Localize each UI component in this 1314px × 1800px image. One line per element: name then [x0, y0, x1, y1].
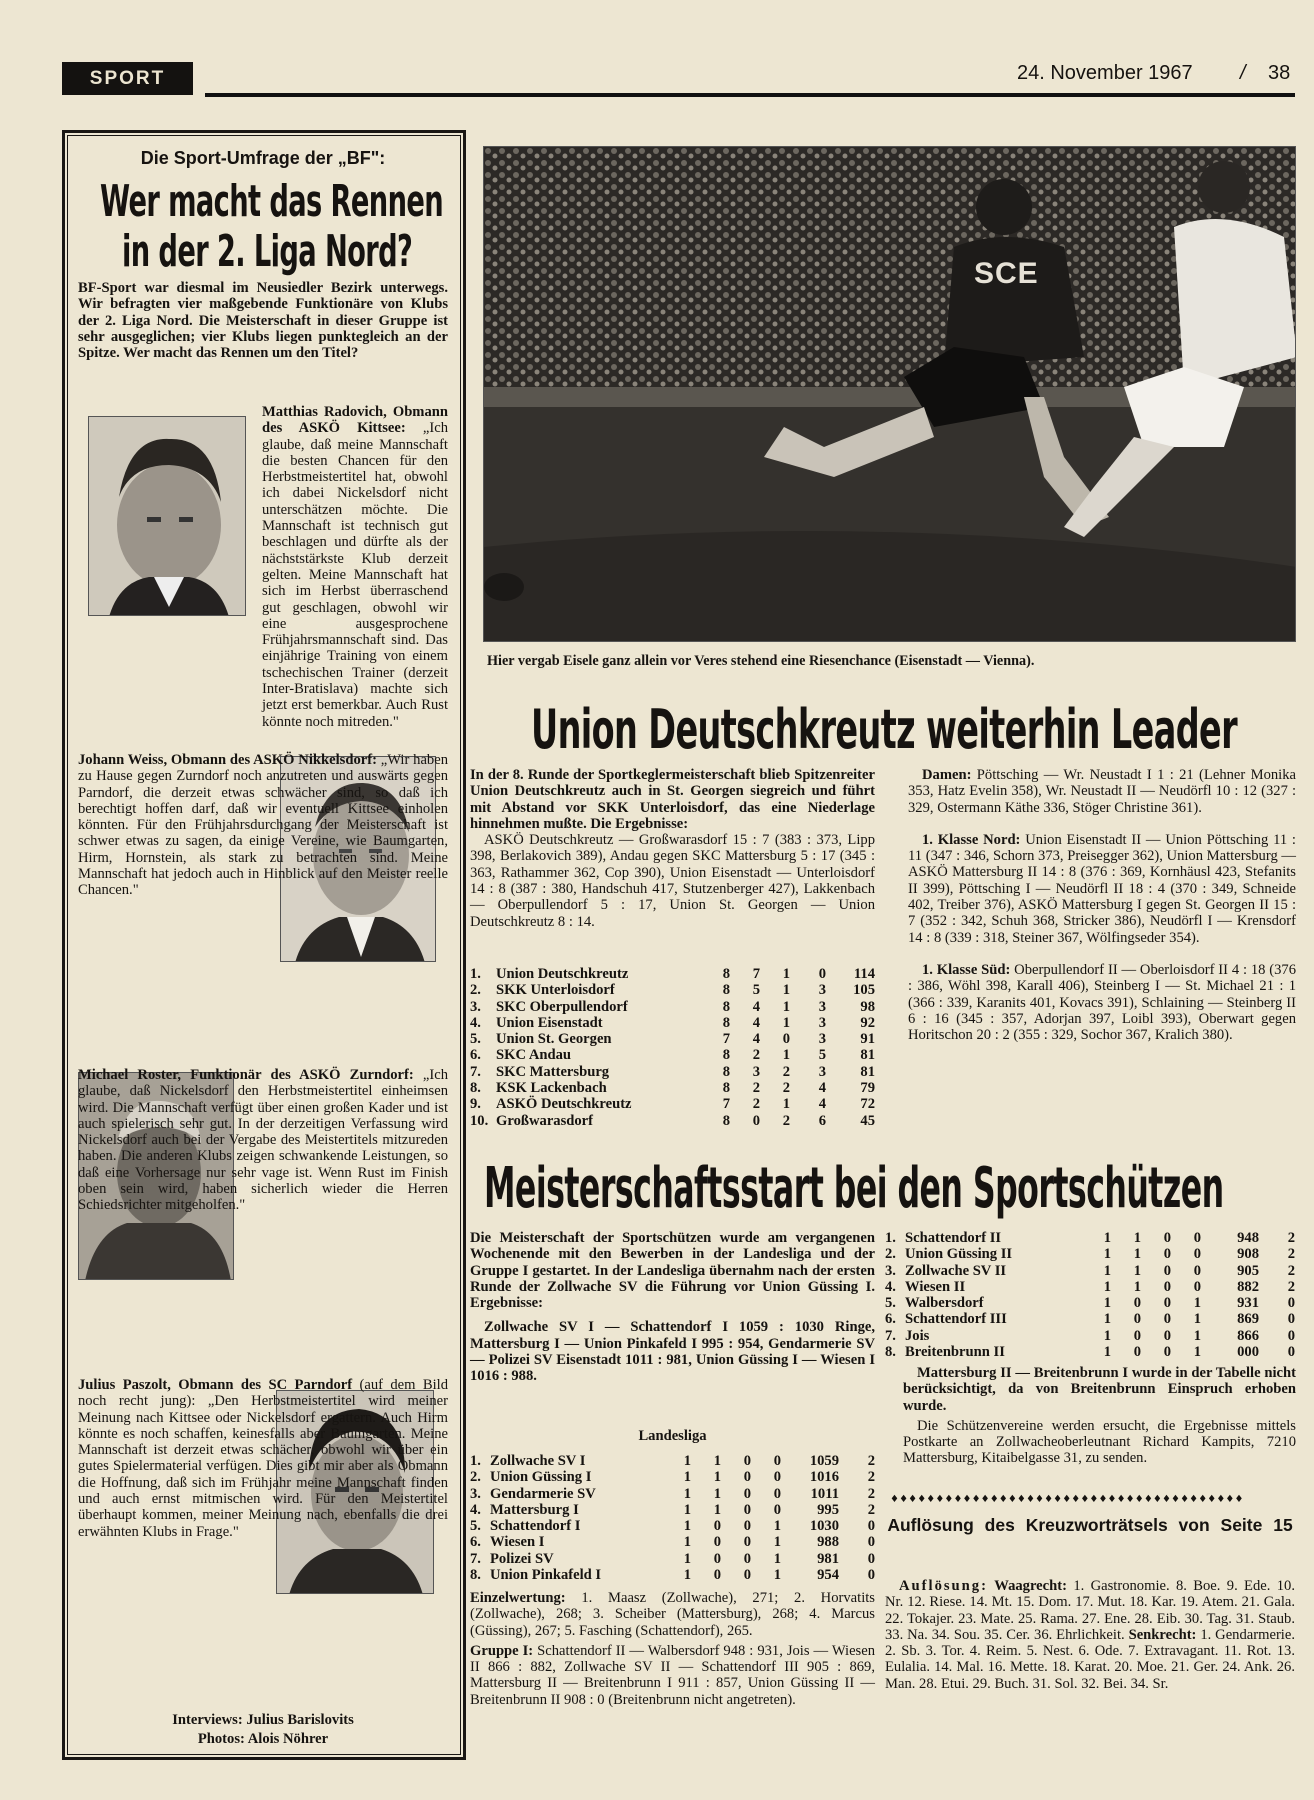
table-cell: 4	[752, 1014, 760, 1031]
team-name: Breitenbrunn II	[905, 1344, 1005, 1361]
table-cell: 954	[817, 1567, 839, 1584]
table-cell: 79	[860, 1080, 875, 1097]
table-cell: 1	[1133, 1246, 1141, 1263]
survey-headline-1: Wer macht das Rennen	[100, 176, 444, 227]
table-cell: 1	[1103, 1327, 1111, 1344]
credit-photos: Photos: Alois Nöhrer	[197, 1731, 329, 1747]
table-cell: 6.	[470, 1534, 481, 1551]
table-row	[470, 1534, 875, 1550]
kreuzwort-waagrecht: 1. Gastronomie. 8. Boe. 9. Ede. 10. Nr. 12. Riese. 14. Mt. 15. Dom. 17. Mut. 18. Kar. 19. Atem. 21. Gala. 22. Tokajer. 23. Mate. 25. Rama. 27. Ene. 28. Eib. 30. Tag. 31. Staub. 33. Na. 34. Sou. 35. Cer. 36. Ehrlichkeit.	[885, 1578, 1295, 1643]
table-cell: 81	[860, 1063, 875, 1080]
table-cell: 866	[1237, 1327, 1259, 1344]
table-cell: 0	[818, 966, 826, 982]
table-cell: 2.	[885, 1246, 896, 1263]
table-cell: 1	[713, 1453, 721, 1469]
table-cell: 1	[1103, 1295, 1111, 1312]
table-cell: 1	[1193, 1327, 1201, 1344]
table-cell: 0	[1163, 1230, 1171, 1246]
table-cell: 1	[773, 1567, 781, 1584]
table-cell: 7.	[885, 1327, 896, 1344]
kreuzwort-label: Auflösung:	[899, 1578, 988, 1594]
team-name: SKC Mattersburg	[496, 1063, 610, 1080]
table-cell: 1	[683, 1518, 691, 1535]
table-row	[470, 1096, 875, 1112]
match-photo	[483, 146, 1296, 642]
team-name: Gendarmerie SV	[490, 1485, 596, 1502]
table-row	[885, 1311, 1295, 1327]
table-row	[885, 1279, 1295, 1295]
schuetzen-intro: Die Meisterschaft der Sportschützen wurde am vergangenen Wochenende mit den Bewerben in der Landesliga und der Gruppe I gestartet. In der Landesliga übernahm nach der ersten Runde der Zollwache SV die Führung vor Union Güssing I. Ergebnisse:	[470, 1230, 875, 1312]
table-cell: 5.	[470, 1031, 481, 1048]
table-row	[470, 1469, 875, 1485]
table-cell: 0	[743, 1534, 751, 1551]
table-cell: 882	[1237, 1278, 1259, 1295]
table-cell: 981	[817, 1550, 839, 1567]
table-row	[470, 1015, 875, 1031]
table-row	[470, 1080, 875, 1096]
table-cell: 5.	[470, 1518, 481, 1535]
table-cell: 0	[1193, 1230, 1201, 1246]
table-cell: 0	[1287, 1295, 1295, 1312]
kegel-article	[470, 767, 875, 930]
weiss-name: Johann Weiss, Obmann des ASKÖ Nikkelsdorf:	[78, 752, 377, 768]
team-name: Schattendorf I	[490, 1518, 581, 1535]
table-cell: 1	[1193, 1311, 1201, 1328]
table-cell: 8	[722, 1080, 730, 1097]
table-cell: 2	[867, 1469, 875, 1486]
table-cell: 0	[1133, 1344, 1141, 1361]
gruppe-results: Gruppe I: Schattendorf II — Walbersdorf 948 : 931, Jois — Wiesen II 866 : 882, Zollwache SV II — Schattendorf III 905 : 869, Mattersburg II — Breitenbrunn I 911 : 857, Union Güssing II — Breitenbrunn II 908 : 0 (Breitenbrunn nicht angetreten).	[470, 1642, 875, 1708]
team-name: Union Güssing I	[490, 1469, 592, 1486]
table-cell: 6.	[885, 1311, 896, 1328]
table-cell: 1	[782, 982, 790, 999]
radovich-text: „Ich glaube, daß meine Mannschaft die besten Chancen für den Herbstmeistertitel hat, obwohl ich dabei Nickelsdorf nicht unterschätzen möchte. Die Mannschaft ist technisch gut beschlagen und dürfte als der nächststärkste Klub derzeit gelten. Meine Mannschaft hat sich im Herbst überraschend gut geschlagen, obwohl wir eine ausgesprochene Frühjahrsmannschaft sind. Das einjährige Training von einem tschechischen Trainer (derzeit Inter-Bratislava) machte sich jetzt erst bemerkbar. Auch Rust könnte noch mitreden."	[262, 420, 448, 730]
table-cell: 1	[1103, 1311, 1111, 1328]
kegel-table	[470, 966, 875, 1129]
table-cell: 1	[683, 1453, 691, 1469]
credit-interviews: Interviews: Julius Barislovits	[172, 1712, 354, 1728]
table-row	[470, 1453, 875, 1469]
kegel-results: ASKÖ Deutschkreutz — Großwarasdorf 15 : 7 (383 : 373, Lipp 398, Berlakovich 389), Andau gegen SKC Mattersburg 5 : 17 (345 : 363, Rathammer 362, Cop 390), Union Eisenstadt — Unterloisdorf 14 : 8 (387 : 380, Handschuh 417, Stutzenberger 427), Lakkenbach — Oberpullendorf 5 : 17, Union St. Georgen — Union Deutschkreutz 8 : 14.	[470, 832, 875, 930]
einzelwertung: Einzelwertung: 1. Maasz (Zollwache), 271; 2. Horvatits (Zollwache), 268; 3. Scheiber (Mattersburg), 268; 4. Marcus (Güssing), 267; 5. Fasching (Schattendorf), 265.	[470, 1590, 875, 1639]
roster-text: „Ich glaube, daß Nickelsdorf den Herbstmeistertitel einheimsen wird. Die Mannschaft verfügt über einen großen Kader und ist auch spielerisch sehr gut. In der derzeitigen Verfassung wird Nickelsdorf auch bei der Vergabe des Meistertitels mitzureden haben. Die anderen Klubs zeigen schwankende Leistungen, so daß eine Vorhersage nur sehr vage ist. Wenn Rust im Finish oben sein wird, haben sicherlich wieder die Herren Schiedsrichter mitgeholfen."	[78, 1067, 448, 1214]
table-cell: 8	[722, 998, 730, 1015]
landesliga-table	[470, 1453, 875, 1583]
table-cell: 1	[713, 1501, 721, 1518]
schuetzen-article	[470, 1230, 875, 1385]
table-row	[470, 1047, 875, 1063]
table-row	[470, 1113, 875, 1129]
table-cell: 81	[860, 1047, 875, 1064]
team-name: Wiesen II	[905, 1278, 966, 1295]
table-cell: 1	[713, 1485, 721, 1502]
table-cell: 1059	[809, 1453, 839, 1469]
table-cell: 1	[782, 1096, 790, 1113]
table-cell: 2	[867, 1485, 875, 1502]
table-cell: 1	[1193, 1344, 1201, 1361]
table-cell: 0	[1287, 1327, 1295, 1344]
table-cell: 114	[853, 966, 875, 982]
table-cell: 0	[867, 1550, 875, 1567]
table-cell: 1	[683, 1550, 691, 1567]
team-name: Großwarasdorf	[496, 1112, 594, 1129]
table-cell: 1	[773, 1534, 781, 1551]
table-cell: 995	[817, 1501, 839, 1518]
table-row	[470, 1518, 875, 1534]
table-row	[470, 1064, 875, 1080]
table-cell: 0	[1163, 1246, 1171, 1263]
table-cell: 8.	[885, 1344, 896, 1361]
table-cell: 1.	[470, 1453, 481, 1469]
paszolt-quote	[78, 1377, 448, 1540]
team-name: ASKÖ Deutschkreutz	[496, 1096, 632, 1113]
table-cell: 0	[713, 1567, 721, 1584]
table-cell: 869	[1237, 1311, 1259, 1328]
table-cell: 1	[683, 1567, 691, 1584]
table-cell: 0	[713, 1518, 721, 1535]
table-cell: 2.	[470, 982, 481, 999]
survey-headline-2: in der 2. Liga Nord?	[122, 226, 413, 277]
radovich-quote	[262, 404, 448, 730]
table-cell: 0	[773, 1469, 781, 1486]
table-cell: 0	[752, 1112, 760, 1129]
table-cell: 0	[867, 1518, 875, 1535]
table-cell: 4	[752, 1031, 760, 1048]
table-cell: 2	[782, 1080, 790, 1097]
table-cell: 1	[713, 1469, 721, 1486]
header-separator: /	[1240, 62, 1246, 84]
page-number: 38	[1268, 62, 1291, 84]
paszolt-text: (auf dem Bild noch recht jung): „Den Herbstmeistertitel wird meiner Meinung nach Kittsee oder Nickelsdorf ergattern. Auch Hirm könnte es noch schaffen, keinesfalls aber Baumgarten. Meine Mannschaft ist derzeit etwas schächer, obwohl wir über ein gutes Spielermaterial verfügen. Dies gibt mir aber als Obmann die Hoffnung, daß sich im Frühjahr meine Mannschaft finden und auch ernst mitmischen wird. Für den Meistertitel überhaupt kommen, meiner Meinung nach, ebenfalls die drei erwähnten Klubs in Frage."	[78, 1377, 449, 1540]
table-row	[470, 982, 875, 998]
table-cell: 1	[1103, 1278, 1111, 1295]
table-cell: 1	[782, 1047, 790, 1064]
survey-intro: BF-Sport war diesmal im Neusiedler Bezirk unterwegs. Wir befragten vier maßgebende Funktionäre von Klubs der 2. Liga Nord. Die Meisterschaft in dieser Gruppe ist sehr ausgeglichen; vier Klubs liegen punktegleich an der Spitze. Wer macht das Rennen um den Titel?	[78, 280, 448, 362]
schuetzen-bottom	[470, 1590, 875, 1708]
table-cell: 0	[1193, 1278, 1201, 1295]
table-cell: 0	[1287, 1311, 1295, 1328]
table-cell: 2	[1287, 1278, 1295, 1295]
table-cell: 8	[722, 1047, 730, 1064]
table-cell: 1	[1103, 1246, 1111, 1263]
table-cell: 2	[1287, 1230, 1295, 1246]
team-name: Polizei SV	[490, 1550, 554, 1567]
table-cell: 0	[1133, 1327, 1141, 1344]
table-cell: 98	[860, 998, 875, 1015]
table-cell: 0	[743, 1550, 751, 1567]
table-cell: 0	[713, 1534, 721, 1551]
table-cell: 5.	[885, 1295, 896, 1312]
table-cell: 8	[722, 1112, 730, 1129]
issue-date: 24. November 1967	[1017, 62, 1193, 84]
table-cell: 2	[752, 1080, 760, 1097]
table-cell: 4.	[470, 1014, 481, 1031]
table-cell: 5	[818, 1047, 826, 1064]
table-cell: 0	[743, 1469, 751, 1486]
team-name: Union Eisenstadt	[496, 1014, 603, 1031]
table-row	[885, 1295, 1295, 1311]
team-name: SKC Andau	[496, 1047, 572, 1064]
table-cell: 3	[818, 1031, 826, 1048]
table-cell: 0	[1163, 1295, 1171, 1312]
note-bold: Mattersburg II — Breitenbrunn I wurde in der Tabelle nicht berücksichtigt, da von Breitenbrunn Einspruch erhoben wurde.	[903, 1365, 1296, 1414]
table-cell: 905	[1237, 1262, 1259, 1279]
jersey-text: SCE	[974, 257, 1039, 290]
table-cell: 0	[1163, 1278, 1171, 1295]
team-name: Union Güssing II	[905, 1246, 1013, 1263]
table-cell: 1	[683, 1469, 691, 1486]
table-cell: 1	[1193, 1295, 1201, 1312]
kegel-nord: 1. Klasse Nord: Union Eisenstadt II — Union Pöttsching 11 : 11 (347 : 346, Schorn 373, Preisegger 362), Union Mattersburg — ASKÖ Mattersburg II 14 : 8 (376 : 369, Kornhäusl 423, Stefanits II 399), Pöttsching I — Neudörfl II 18 : 4 (370 : 349, Schneide 402, Treiber 376), ASKÖ Mattersburg I gegen St. Georgen II 15 : 7 (352 : 342, Schuh 368, Stricker 386), Neudörfl I — Krensdorf 14 : 8 (339 : 318, Steiner 367, Wölfingseder 354).	[908, 831, 1296, 946]
table-cell: 0	[1193, 1262, 1201, 1279]
table-cell: 1	[1103, 1262, 1111, 1279]
paszolt-name: Julius Paszolt, Obmann des SC Parndorf	[78, 1377, 353, 1393]
table-cell: 0	[1163, 1311, 1171, 1328]
table-cell: 1011	[810, 1485, 839, 1502]
table-cell: 4	[818, 1096, 826, 1113]
weiss-quote	[78, 752, 448, 899]
kegel-headline: Union Deutschkreutz weiterhin Leader	[531, 698, 1238, 761]
table-row	[885, 1230, 1295, 1246]
table-cell: 6	[818, 1112, 826, 1129]
table-cell: 2	[1287, 1246, 1295, 1263]
table-cell: 0	[713, 1550, 721, 1567]
table-cell: 948	[1237, 1230, 1259, 1246]
schuetzen-headline: Meisterschaftsstart bei den Sportschützen	[484, 1156, 1224, 1221]
table-cell: 0	[743, 1453, 751, 1469]
table-cell: 1	[1103, 1230, 1111, 1246]
table-cell: 931	[1237, 1295, 1259, 1312]
table-cell: 8	[722, 966, 730, 982]
radovich-name: Matthias Radovich, Obmann des ASKÖ Kittsee:	[262, 404, 448, 437]
table-cell: 0	[1163, 1344, 1171, 1361]
table-cell: 0	[1163, 1327, 1171, 1344]
table-cell: 1.	[885, 1230, 896, 1246]
diamond-divider: ♦♦♦♦♦♦♦♦♦♦♦♦♦♦♦♦♦♦♦♦♦♦♦♦♦♦♦♦♦♦♦♦♦♦♦♦♦♦♦	[890, 1494, 1244, 1505]
kreuzwort-senkrecht: 1. Gendarmerie. 2. Sb. 3. Tor. 4. Reim. 5. Nest. 6. Ode. 7. Extravagant. 11. Rot. 13. Eulalia. 14. Mal. 16. Mette. 18. Karat. 20. Moe. 21. Ger. 24. Ank. 26. Man. 28. Etui. 29. Buch. 31. Sol. 32. Bei. 34. Sr.	[885, 1626, 1295, 1692]
portrait-radovich	[88, 416, 246, 616]
table-cell: 5	[752, 982, 760, 999]
table-cell: 1	[782, 966, 790, 982]
table-cell: 8	[722, 1063, 730, 1080]
table-cell: 2	[752, 1096, 760, 1113]
table-cell: 0	[782, 1031, 790, 1048]
table-cell: 4.	[885, 1278, 896, 1295]
schuetzen-note	[903, 1365, 1296, 1467]
table-cell: 1	[1133, 1278, 1141, 1295]
team-name: Wiesen I	[490, 1534, 545, 1551]
table-cell: 3	[818, 1014, 826, 1031]
table-cell: 2	[752, 1047, 760, 1064]
gruppe-table	[885, 1230, 1295, 1360]
table-cell: 0	[1133, 1311, 1141, 1328]
table-cell: 0	[867, 1567, 875, 1584]
table-cell: 1	[782, 998, 790, 1015]
kegel-sued: 1. Klasse Süd: Oberpullendorf II — Oberloisdorf II 4 : 18 (376 : 386, Wöhl 398, Karall 406), Steinberg I — St. Michael 21 : 1 (366 : 339, Karanits 401, Kovacs 391), Schlaining — Steinberg II 6 : 16 (345 : 357, Adorjan 397, Loibl 393), Oberwart gegen Horitschon 20 : 2 (355 : 329, Sochor 367, Kralich 380).	[908, 961, 1296, 1044]
team-name: Walbersdorf	[905, 1295, 984, 1312]
team-name: Mattersburg I	[490, 1501, 579, 1518]
table-cell: 1016	[809, 1469, 839, 1486]
table-cell: 7	[722, 1031, 730, 1048]
table-row	[470, 999, 875, 1015]
survey-kicker: Die Sport-Umfrage der „BF":	[140, 148, 386, 168]
table-cell: 0	[1287, 1344, 1295, 1361]
table-cell: 7	[752, 966, 760, 982]
section-label: SPORT	[62, 62, 193, 95]
table-cell: 0	[743, 1485, 751, 1502]
team-name: SKK Unterloisdorf	[496, 982, 615, 999]
table-cell: 0	[773, 1501, 781, 1518]
table-cell: 3	[818, 1063, 826, 1080]
table-cell: 0	[743, 1501, 751, 1518]
table-row	[470, 1486, 875, 1502]
table-cell: 1.	[470, 966, 481, 982]
table-cell: 45	[860, 1112, 875, 1129]
table-cell: 2	[867, 1453, 875, 1469]
table-cell: 8.	[470, 1567, 481, 1584]
table-cell: 8	[722, 1014, 730, 1031]
table-cell: 0	[773, 1453, 781, 1469]
team-name: SKC Oberpullendorf	[496, 998, 628, 1015]
table-cell: 988	[817, 1534, 839, 1551]
table-cell: 908	[1237, 1246, 1259, 1263]
table-row	[470, 1031, 875, 1047]
table-cell: 72	[860, 1096, 875, 1113]
table-cell: 1	[1133, 1262, 1141, 1279]
header-rule	[205, 93, 1295, 97]
table-cell: 3.	[885, 1262, 896, 1279]
table-cell: 1	[782, 1014, 790, 1031]
team-name: KSK Lackenbach	[496, 1080, 607, 1097]
table-cell: 0	[743, 1567, 751, 1584]
note-text: Die Schützenvereine werden ersucht, die Ergebnisse mittels Postkarte an Zollwacheoberleutnant Richard Kampits, 7210 Mattersburg, Kitaibelgasse 31, zu senden.	[903, 1417, 1296, 1467]
table-cell: 8.	[470, 1080, 481, 1097]
table-cell: 0	[1133, 1295, 1141, 1312]
table-cell: 2	[867, 1501, 875, 1518]
table-cell: 7.	[470, 1550, 481, 1567]
table-cell: 4	[752, 998, 760, 1015]
table-row	[885, 1263, 1295, 1279]
roster-name: Michael Roster, Funktionär des ASKÖ Zurndorf:	[78, 1067, 414, 1083]
table-cell: 3.	[470, 998, 481, 1015]
kegel-intro: In der 8. Runde der Sportkeglermeisterschaft blieb Spitzenreiter Union Deutschkreutz auch in St. Georgen siegreich und führt mit Abstand vor SKK Unterloisdorf, das eine Niederlage hinnehmen mußte. Die Ergebnisse:	[470, 767, 875, 832]
table-row	[885, 1246, 1295, 1262]
table-cell: 1	[683, 1485, 691, 1502]
roster-quote	[78, 1067, 448, 1214]
table-cell: 0	[743, 1518, 751, 1535]
table-cell: 7.	[470, 1063, 481, 1080]
table-cell: 0	[1193, 1246, 1201, 1263]
weiss-text: „Wir haben zu Hause gegen Zurndorf noch anzutreten und auswärts gegen Parndorf, die derzeit etwas schwächer sind, so daß ich berechtigt hoffen darf, daß wir eventuell Kittsee einholen könnten. Für den Frühjahrsdurchgang der Meisterschaft ist schwer etwas zu sagen, da einige Vereine, wie Baumgarten, Hirm, Hornstein, als stark zu betrachten sind. Meine Mannschaft hat jedoch auch in Hinblick auf den Meister reelle Chancen."	[78, 752, 448, 899]
table-cell: 1	[683, 1501, 691, 1518]
table-cell: 6.	[470, 1047, 481, 1064]
table-cell: 0	[867, 1534, 875, 1551]
table-cell: 7	[722, 1096, 730, 1113]
table-cell: 3.	[470, 1485, 481, 1502]
landesliga-title: Landesliga	[638, 1428, 707, 1444]
schuetzen-results: Zollwache SV I — Schattendorf I 1059 : 1030 Ringe, Mattersburg I — Union Pinkafeld I 995 : 954, Gendarmerie SV — Polizei SV Eisenstadt 1011 : 981, Union Güssing I — Wiesen I 1016 : 988.	[470, 1319, 875, 1385]
table-cell: 91	[860, 1031, 875, 1048]
table-cell: 105	[853, 982, 875, 999]
photo-caption: Hier vergab Eisele ganz allein vor Veres stehend eine Riesenchance (Eisenstadt — Vienna).	[487, 653, 1035, 669]
table-cell: 1	[1103, 1344, 1111, 1361]
team-name: Zollwache SV I	[490, 1453, 586, 1469]
table-cell: 4.	[470, 1501, 481, 1518]
table-cell: 0	[773, 1485, 781, 1502]
table-cell: 1	[773, 1518, 781, 1535]
table-cell: 2.	[470, 1469, 481, 1486]
table-row	[470, 1551, 875, 1567]
table-cell: 2	[782, 1063, 790, 1080]
table-cell: 3	[818, 982, 826, 999]
table-cell: 1030	[809, 1518, 839, 1535]
table-cell: 1	[1133, 1230, 1141, 1246]
table-row	[470, 1502, 875, 1518]
team-name: Union St. Georgen	[496, 1031, 612, 1048]
table-cell: 9.	[470, 1096, 481, 1113]
table-cell: 8	[722, 982, 730, 999]
table-cell: 10.	[470, 1112, 489, 1129]
table-cell: 0	[1163, 1262, 1171, 1279]
kegel-damen: Damen: Pöttsching — Wr. Neustadt I 1 : 21 (Lehner Monika 353, Hatz Evelin 358), Wr. Neustadt II — Neudörfl 10 : 12 (327 : 329, Ostermann Käthe 336, Stöger Christine 361).	[908, 767, 1296, 816]
table-cell: 1	[683, 1534, 691, 1551]
team-name: Jois	[905, 1327, 930, 1344]
team-name: Schattendorf III	[905, 1311, 1007, 1328]
table-row	[470, 966, 875, 982]
table-cell: 92	[860, 1014, 875, 1031]
team-name: Union Pinkafeld I	[490, 1567, 602, 1584]
kegel-side	[908, 767, 1296, 1043]
table-row	[470, 1567, 875, 1583]
kreuzwort-title: Auflösung des Kreuzworträtsels von Seite 15	[887, 1515, 1293, 1535]
table-cell: 1	[773, 1550, 781, 1567]
table-row	[885, 1328, 1295, 1344]
table-cell: 2	[782, 1112, 790, 1129]
table-row	[885, 1344, 1295, 1360]
table-cell: 3	[752, 1063, 760, 1080]
kreuzwort-solution: Auflösung: Waagrecht: 1. Gastronomie. 8. Boe. 9. Ede. 10. Nr. 12. Riese. 14. Mt. 15. Dom. 17. Mut. 18. Kar. 19. Atem. 21. Gala. 22. Tokajer. 23. Mate. 25. Rama. 27. Ene. 28. Eib. 30. Tag. 31. Staub. 33. Na. 34. Sou. 35. Cer. 36. Ehrlichkeit. Senkrecht: 1. Gendarmerie. 2. Sb. 3. Tor. 4. Reim. 5. Nest. 6. Ode. 7. Extravagant. 11. Rot. 13. Eulalia. 14. Mal. 16. Mette. 18. Karat. 20. Moe. 21. Ger. 24. Ank. 26. Man. 28. Etui. 29. Buch. 31. Sol. 32. Bei. 34. Sr.	[885, 1578, 1295, 1692]
team-name: Union Deutschkreutz	[496, 966, 629, 982]
table-cell: 2	[1287, 1262, 1295, 1279]
table-cell: 3	[818, 998, 826, 1015]
team-name: Schattendorf II	[905, 1230, 1002, 1246]
table-cell: 000	[1237, 1344, 1259, 1361]
team-name: Zollwache SV II	[905, 1262, 1007, 1279]
table-cell: 4	[818, 1080, 826, 1097]
